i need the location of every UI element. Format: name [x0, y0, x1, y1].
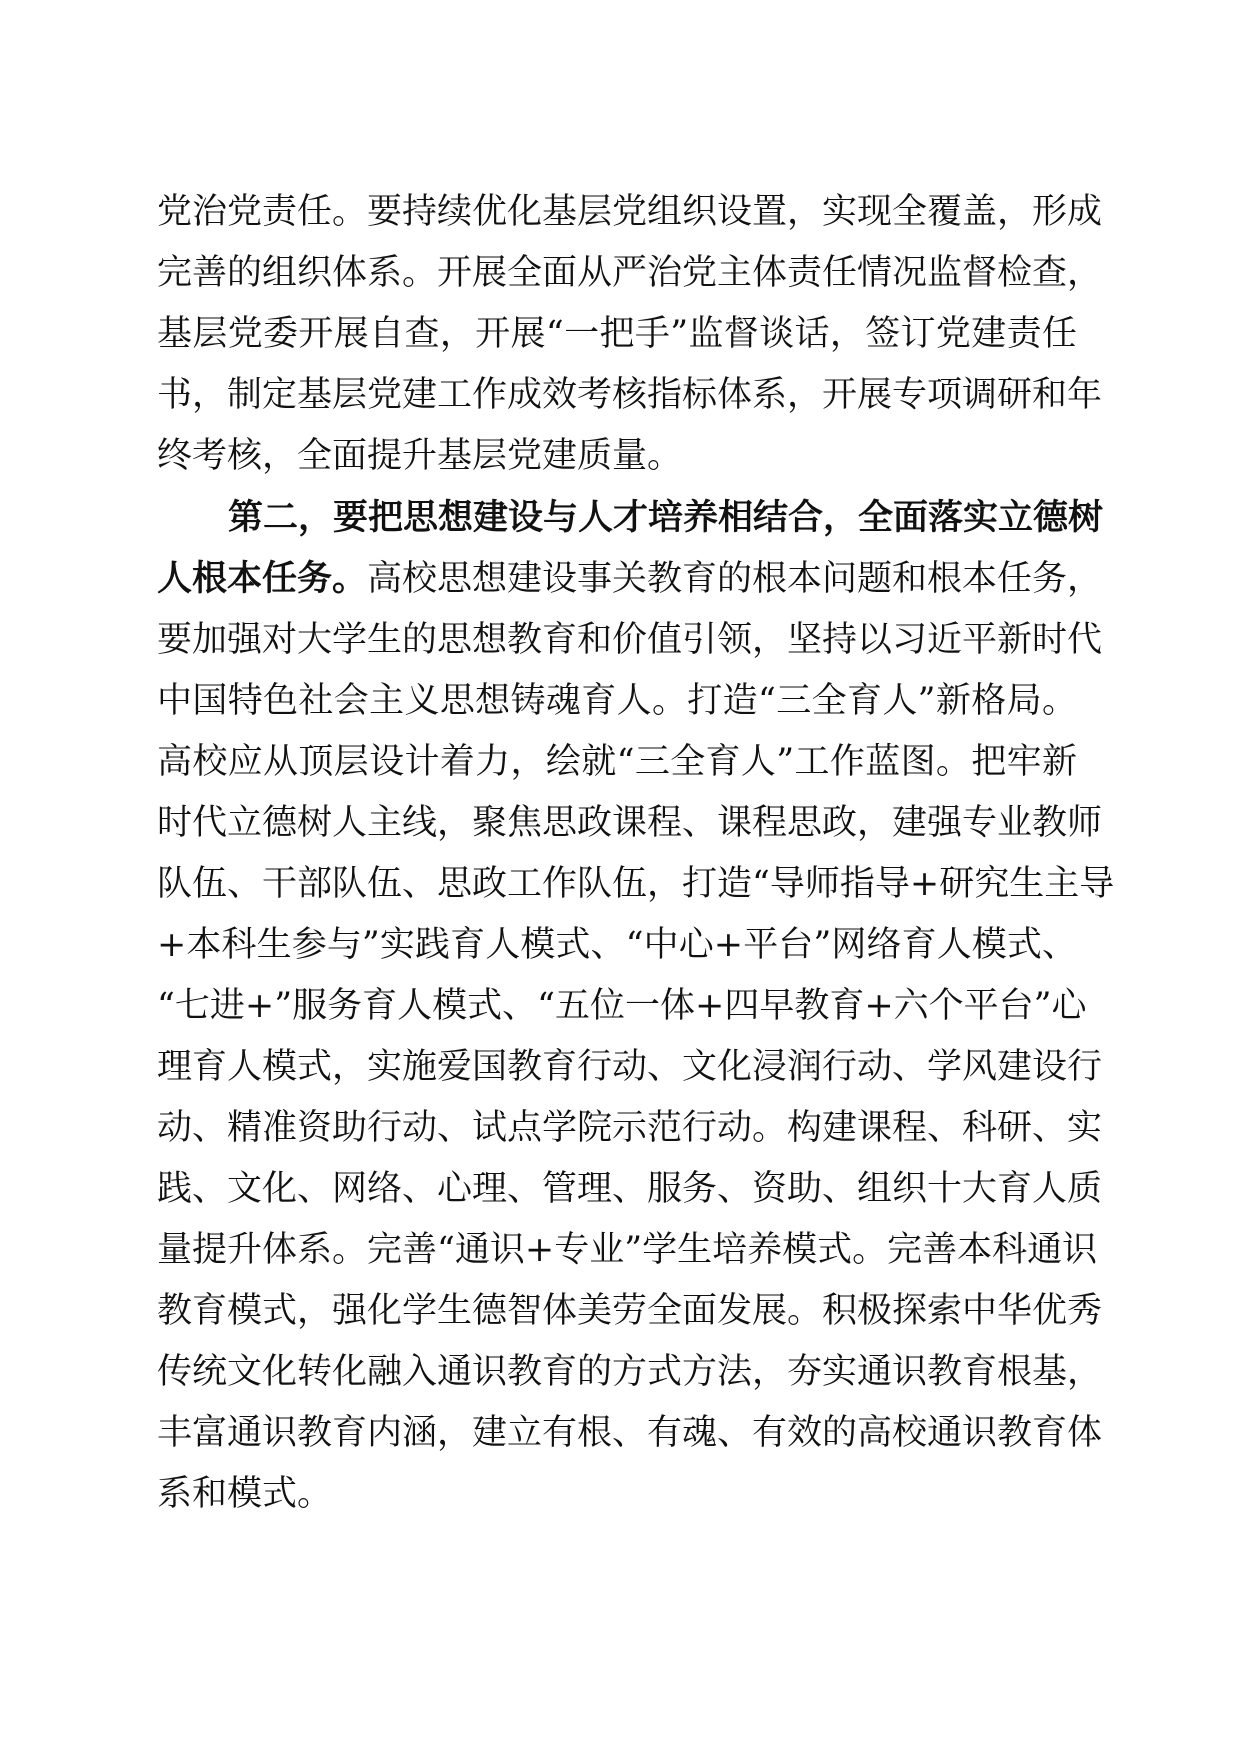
paragraph-line: 践、文化、网络、心理、管理、服务、资助、组织十大育人质	[157, 1169, 1103, 1209]
paragraph-line: 书，制定基层党建工作成效考核指标体系，开展专项调研和年	[157, 375, 1103, 415]
paragraph-line	[157, 549, 1103, 609]
paragraph-line: 理育人模式，实施爱国教育行动、文化浸润行动、学风建设行	[157, 1047, 1103, 1087]
paragraph-line: +本科生参与”实践育人模式、“中心+平台”网络育人模式、	[157, 925, 1077, 965]
paragraph-line: 完善的组织体系。开展全面从严治党主体责任情况监督检查，	[157, 253, 1103, 293]
paragraph-line: 高校应从顶层设计着力，绘就“三全育人”工作蓝图。把牢新	[157, 742, 1077, 782]
paragraph-line: 要加强对大学生的思想教育和价值引领，坚持以习近平新时代	[157, 620, 1103, 660]
paragraph-line: 丰富通识教育内涵，建立有根、有魂、有效的高校通识教育体	[157, 1413, 1103, 1453]
paragraph-line: 党治党责任。要持续优化基层党组织设置，实现全覆盖，形成	[157, 192, 1103, 232]
paragraph-text: 高校思想建设事关教育的根本问题和根本任务，	[367, 559, 1103, 599]
paragraph-line: “七进+”服务育人模式、“五位一体+四早教育+六个平台”心	[157, 986, 1087, 1026]
paragraph-line: 队伍、干部队伍、思政工作队伍，打造“导师指导+研究生主导	[157, 864, 1115, 904]
paragraph-line: 终考核，全面提升基层党建质量。	[157, 436, 683, 476]
paragraph-line: 时代立德树人主线，聚焦思政课程、课程思政，建强专业教师	[157, 803, 1103, 843]
paragraph-line: 系和模式。	[157, 1474, 333, 1514]
paragraph-line: 教育模式，强化学生德智体美劳全面发展。积极探索中华优秀	[157, 1291, 1103, 1331]
paragraph-line: 传统文化转化融入通识教育的方式方法，夯实通识教育根基，	[157, 1352, 1103, 1392]
paragraph-line: 基层党委开展自查，开展“一把手”监督谈话，签订党建责任	[157, 314, 1077, 354]
paragraph-line: 量提升体系。完善“通识+专业”学生培养模式。完善本科通识	[157, 1230, 1098, 1270]
section-heading-tail: 人根本任务。	[157, 558, 368, 599]
paragraph-line: 中国特色社会主义思想铸魂育人。打造“三全育人”新格局。	[157, 681, 1077, 721]
paragraph-line: 动、精准资助行动、试点学院示范行动。构建课程、科研、实	[157, 1108, 1103, 1148]
section-heading-line: 第二，要把思想建设与人才培养相结合，全面落实立德树	[228, 497, 1104, 538]
